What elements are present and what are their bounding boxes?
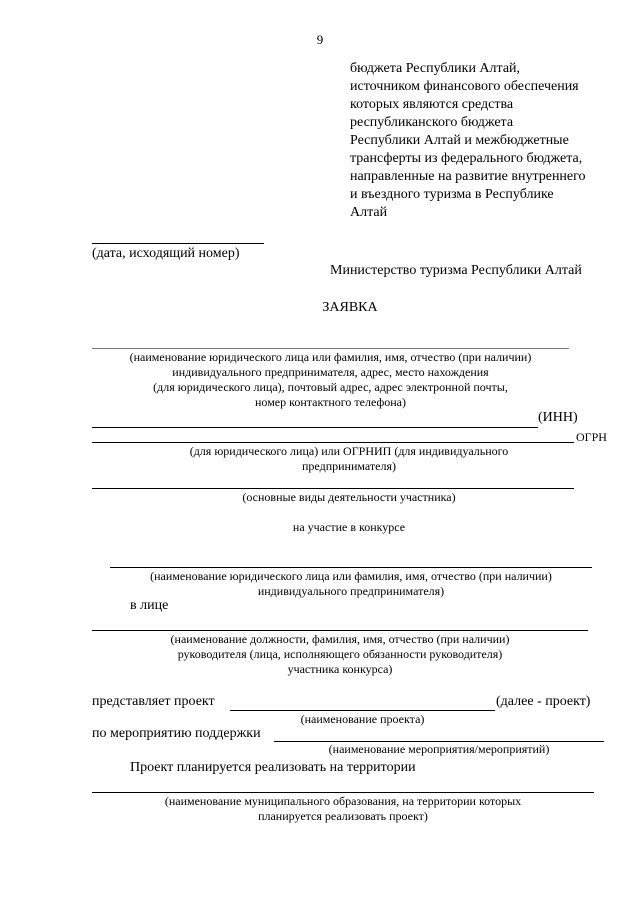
note-line: Алтай (350, 205, 388, 220)
note-line: источником финансового обеспечения (350, 79, 579, 94)
ogrn-caption (92, 444, 606, 474)
date-caption: (дата, исходящий номер) (92, 246, 240, 261)
ogrn-label: ОГРН (576, 430, 607, 444)
org-caption (92, 350, 569, 410)
represented-by-label: в лице (130, 598, 169, 613)
support-caption: (наименование мероприятия/мероприятий) (328, 742, 550, 756)
participant-caption-line: индивидуального предпринимателя) (257, 584, 445, 598)
date-line (92, 243, 264, 244)
note-line: и въездного туризма в Республике (350, 187, 554, 202)
project-caption: (наименование проекта) (300, 712, 425, 726)
participant-caption-line: (наименование юридического лица или фамилия, имя, отчество (при наличии) (150, 569, 552, 583)
note-line: направленные на развитие внутреннего (350, 169, 586, 184)
participant-caption (110, 569, 592, 599)
ogrn-line (92, 442, 574, 443)
head-line (92, 630, 588, 631)
head-caption-line: участника конкурса) (287, 662, 393, 676)
activity-line (92, 488, 574, 489)
org-caption-line: (для юридического лица), почтовый адрес, адрес электронной почты, (153, 380, 508, 394)
org-caption-line: номер контактного телефона) (255, 395, 406, 409)
project-suffix: (далее - проект) (496, 694, 591, 709)
territory-line (92, 792, 594, 793)
inn-line (92, 427, 538, 428)
inn-label: (ИНН) (538, 410, 578, 425)
project-line (230, 710, 495, 711)
org-caption-line: индивидуального предпринимателя, адрес, место нахождения (172, 365, 489, 379)
header-note (350, 60, 610, 222)
territory-caption-line: планируется реализовать проект) (258, 809, 428, 823)
note-line: Республики Алтай и межбюджетные (350, 133, 569, 148)
org-name-line (92, 348, 569, 349)
head-caption-line: (наименование должности, фамилия, имя, отчество (при наличии) (170, 632, 510, 646)
head-caption (92, 632, 588, 677)
note-line: трансферты из федерального бюджета, (350, 151, 583, 166)
territory-caption-line: (наименование муниципального образования, на территории которых (164, 794, 522, 808)
ogrn-caption-line: предпринимателя) (302, 459, 396, 473)
project-label: представляет проект (92, 694, 215, 709)
page-number: 9 (316, 32, 324, 47)
addressee: Министерство туризма Республики Алтай (330, 263, 582, 278)
contest-text: на участие в конкурсе (292, 520, 406, 534)
territory-text: Проект планируется реализовать на территории (130, 760, 416, 775)
participant-line (110, 567, 592, 568)
form-title: ЗАЯВКА (322, 300, 378, 315)
activity-caption: (основные виды деятельности участника) (242, 490, 456, 504)
org-caption-line: (наименование юридического лица или фамилия, имя, отчество (при наличии) (129, 350, 532, 364)
note-line: бюджета Республики Алтай, (350, 61, 521, 76)
ogrn-caption-line: (для юридического лица) или ОГРНИП (для индивидуального (189, 444, 509, 458)
note-line: республиканского бюджета (350, 115, 514, 130)
head-caption-line: руководителя (лица, исполняющего обязанности руководителя) (177, 647, 503, 661)
territory-caption (92, 794, 594, 824)
note-line: которых являются средства (350, 97, 514, 112)
support-label: по мероприятию поддержки (92, 726, 261, 741)
